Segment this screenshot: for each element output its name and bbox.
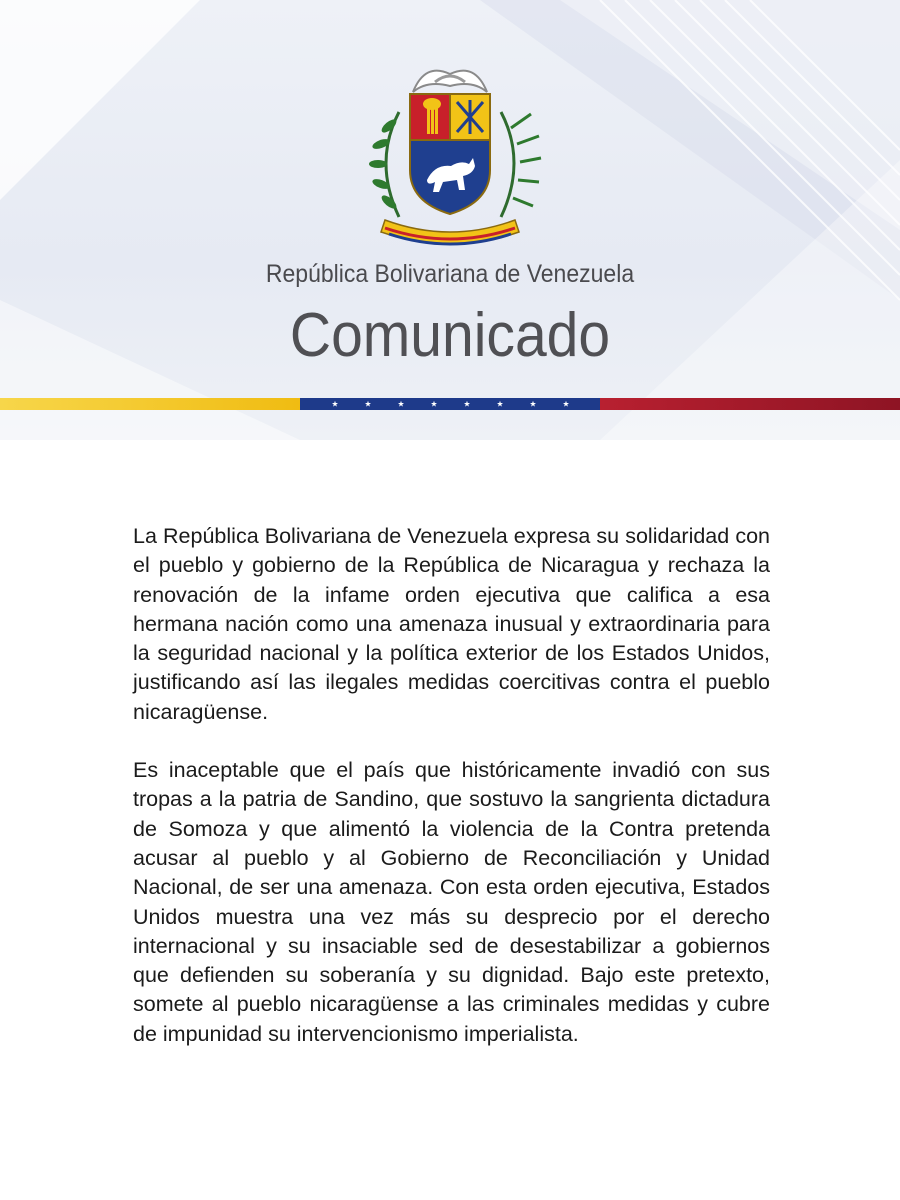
flag-stripe [0, 398, 900, 410]
communique-body [133, 522, 770, 1078]
header-title: Comunicado [289, 301, 611, 370]
paragraph-1: La República Bolivariana de Venezuela expresa su solidaridad con el pueblo y gobierno de la República de Nicaragua y rechaza la renovación de la infame orden ejecutiva que califica a esa hermana nación como una amenaza inusual y extraordinaria para la seguridad nacional y la política exterior de los Estados Unidos, justificando así las ilegales medidas coercitivas contra el pueblo nicaragüense. [133, 524, 770, 724]
coat-of-arms-icon [355, 52, 545, 252]
header-subtitle: República Bolivariana de Venezuela [265, 260, 635, 288]
header-banner [0, 0, 900, 440]
paragraph-2: Es inaceptable que el país que históricamente invadió con sus tropas a la patria de Sandino, que sostuvo la sangrienta dictadura de Somoza y que alimentó la violencia de la Contra pretenda acusar al pueblo y al Gobierno de Reconciliación y Unidad Nacional, de ser una amenaza. Con esta orden ejecutiva, Estados Unidos muestra una vez más su desprecio por el derecho internacional y su insaciable sed de desestabilizar a gobiernos que defienden su soberanía y su dignidad. Bajo este pretexto, somete al pueblo nicaragüense a las criminales medidas y cubre de impunidad su intervencionismo imperialista. [133, 758, 770, 1046]
